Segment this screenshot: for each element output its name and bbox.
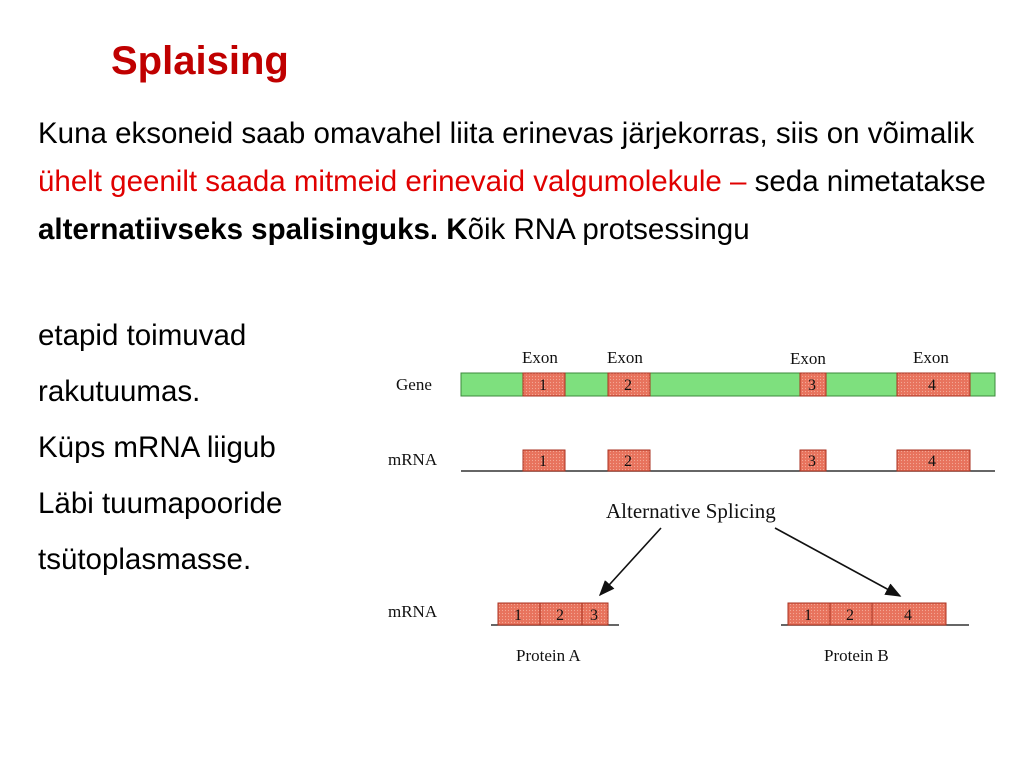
side-line-1: etapid toimuvad	[38, 319, 247, 352]
paragraph-text-3: õik RNA protsessingu	[467, 213, 750, 246]
svg-text:1: 1	[514, 607, 522, 624]
protein-a-exon-1	[498, 603, 540, 625]
svg-text:2: 2	[846, 607, 854, 624]
side-line-3: Küps mRNA liigub	[38, 431, 276, 464]
side-line-4: Läbi tuumapooride	[38, 487, 283, 520]
svg-text:2: 2	[624, 377, 632, 394]
svg-text:1: 1	[804, 607, 812, 624]
gene-label: Gene	[396, 375, 432, 394]
svg-text:3: 3	[808, 377, 816, 394]
gene-exon-2	[608, 373, 650, 396]
paragraph-bold-term: alternatiivseks spalisinguks. K	[38, 213, 468, 246]
svg-text:3: 3	[808, 453, 816, 470]
svg-text:4: 4	[928, 453, 936, 470]
mrna-label-2: mRNA	[388, 602, 438, 621]
mrna-label: mRNA	[388, 450, 438, 469]
mrna-exon-4	[897, 450, 970, 471]
exon-heading-1: Exon	[522, 348, 558, 367]
protein-a-exon-2	[540, 603, 582, 625]
svg-text:2: 2	[624, 453, 632, 470]
gene-exon-3	[800, 373, 826, 396]
svg-text:4: 4	[928, 377, 936, 394]
protein-b-exon-4	[872, 603, 946, 625]
protein-b-exon-1	[788, 603, 830, 625]
gene-exon-4	[897, 373, 970, 396]
protein-b-label: Protein B	[824, 646, 889, 665]
svg-text:3: 3	[590, 607, 598, 624]
mrna-exon-1	[523, 450, 565, 471]
protein-b-exon-2	[830, 603, 872, 625]
side-line-5: tsütoplasmasse.	[38, 543, 252, 576]
protein-a-exon-3	[582, 603, 608, 625]
exon-heading-4: Exon	[913, 348, 949, 367]
exon-heading-2: Exon	[607, 348, 643, 367]
protein-a-label: Protein A	[516, 646, 581, 665]
arrow-left	[600, 528, 661, 595]
mrna-exon-2	[608, 450, 650, 471]
side-line-2: rakutuumas.	[38, 375, 201, 408]
paragraph-text-2: seda nimetatakse	[754, 165, 986, 198]
paragraph-text-1: Kuna eksoneid saab omavahel liita erinevas järjekorras, siis on võimalik	[38, 117, 975, 150]
svg-text:2: 2	[556, 607, 564, 624]
paragraph-highlight: ühelt geenilt saada mitmeid erinevaid valgumolekule –	[38, 165, 755, 198]
arrow-right	[775, 528, 900, 596]
exon-heading-3: Exon	[790, 349, 826, 368]
mrna-exon-3	[800, 450, 826, 471]
svg-text:4: 4	[904, 607, 912, 624]
svg-text:1: 1	[539, 377, 547, 394]
alternative-splicing-label: Alternative Splicing	[606, 499, 776, 523]
svg-text:1: 1	[539, 453, 547, 470]
page-title: Splaising	[111, 39, 289, 83]
gene-exon-1	[523, 373, 565, 396]
